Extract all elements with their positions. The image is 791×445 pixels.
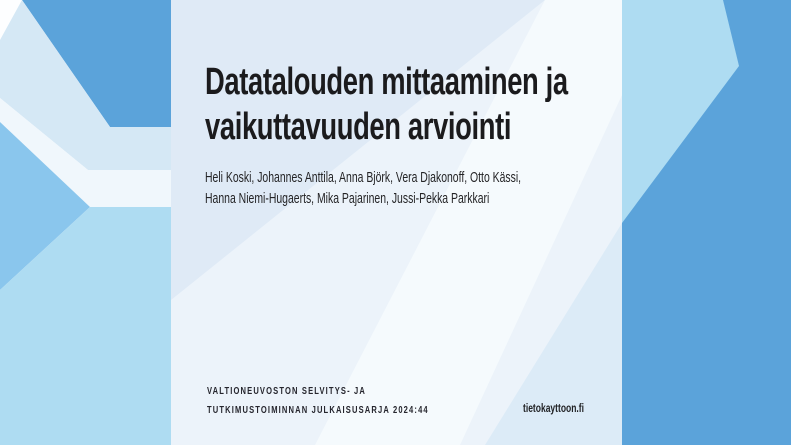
website-link[interactable]: tietokayttoon.fi — [523, 403, 584, 415]
publication-series — [207, 382, 429, 420]
authors-line2: Hanna Niemi-Hugaerts, Mika Pajarinen, Jussi-Pekka Parkkari — [205, 191, 490, 207]
report-title-line2: vaikuttavuuden arviointi — [205, 106, 512, 148]
report-title-line1: Datatalouden mittaaminen ja — [205, 61, 568, 103]
authors-line1: Heli Koski, Johannes Anttila, Anna Björk, Vera Djakonoff, Otto Kässi, — [205, 170, 522, 186]
publication-series-line1: VALTIONEUVOSTON SELVITYS- JA — [207, 385, 366, 397]
report-title — [205, 60, 568, 150]
authors-list — [205, 168, 521, 210]
publication-series-line2: TUTKIMUSTOIMINNAN JULKAISUSARJA 2024:44 — [207, 404, 429, 416]
